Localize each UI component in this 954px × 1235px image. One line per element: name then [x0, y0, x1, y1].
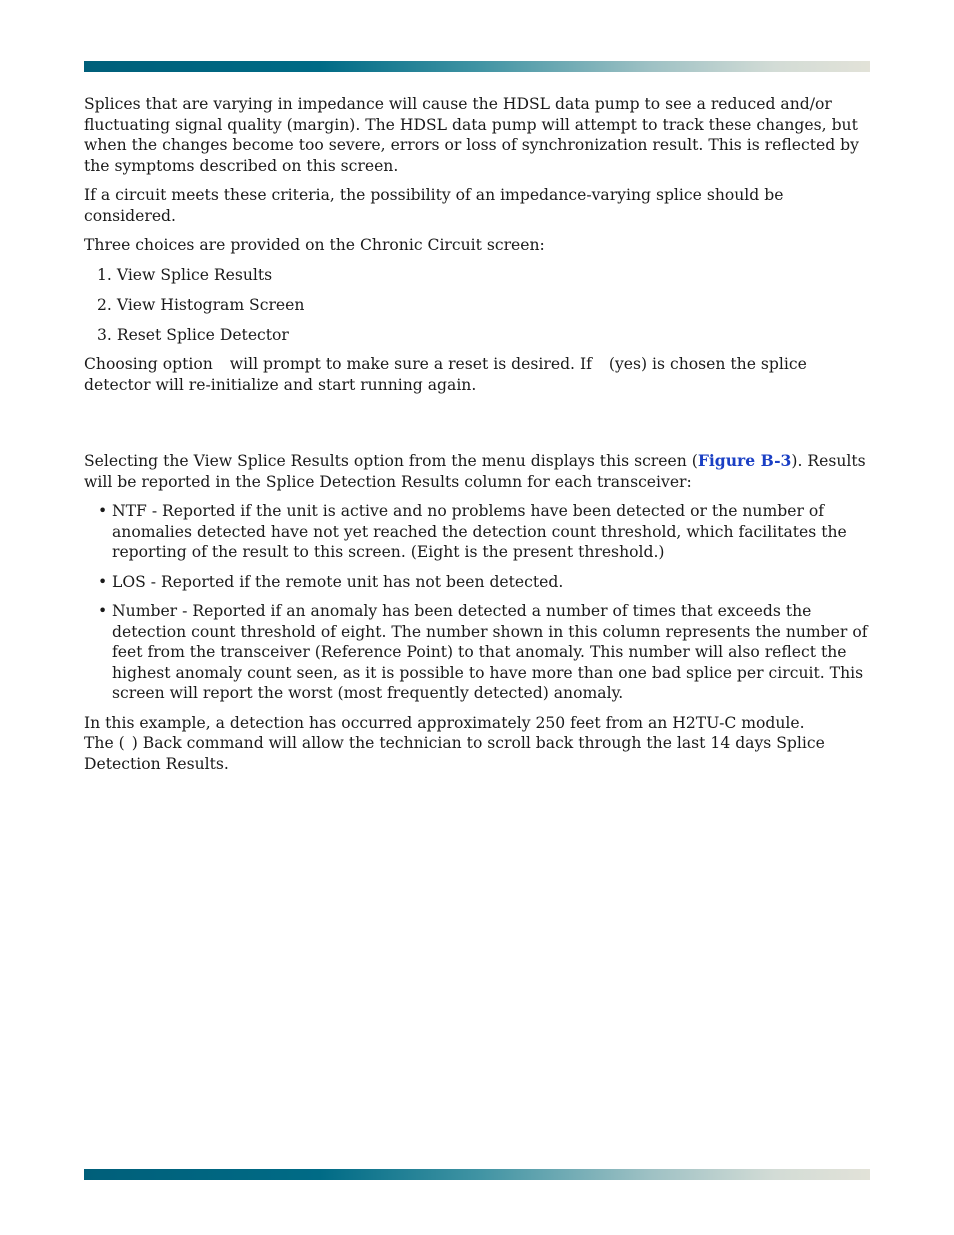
paragraph-example [84, 713, 870, 775]
bullet-item-number [84, 601, 870, 704]
paragraph-splice-impedance: Splices that are varying in impedance will cause the HDSL data pump to see a reduced and/or fluctuating signal quality (margin). The HDSL data pump will attempt to track these changes, but when the changes become too severe, errors or loss of synchronization result. This is reflected by the symptoms described on this screen. [84, 95, 859, 175]
choices-list [84, 265, 870, 346]
bullet-item-ntf [84, 501, 870, 563]
paragraph-choices-intro: Three choices are provided on the Chronic Circuit screen: [84, 236, 545, 254]
example-line2-part1: The ( [84, 734, 125, 752]
choice-item: 1. View Splice Results [97, 265, 273, 284]
bullet-item-los [84, 572, 870, 593]
bullet-text: Number - Reported if an anomaly has been detected a number of times that exceeds the detection count threshold of eight. The number shown in this column represents the number of feet from the transceiver (Reference Point) to that anomaly. This number will also reflect the highest anomaly count seen, as it is possible to have more than one bad splice per circuit. This screen will report the worst (most frequently detected) anomaly. [112, 602, 868, 702]
results-bullet-list [84, 501, 870, 704]
reset-note-part2: will prompt to make sure a reset is desired. If [229, 355, 592, 373]
bullet-icon: • [98, 572, 108, 591]
paragraph-reset-note [84, 354, 870, 395]
header-rule [84, 61, 870, 72]
page-content [84, 94, 870, 783]
paragraph-view-results [84, 451, 870, 492]
bullet-text: LOS - Reported if the remote unit has not been detected. [112, 572, 564, 591]
results-lead-part2: ). Results will be reported in the Splice Detection Results column for each transceiver: [84, 452, 866, 491]
section-gap [84, 404, 870, 451]
reset-note-part3: (yes) is chosen the splice detector will re-initialize and start running again. [84, 355, 807, 394]
bullet-text: NTF - Reported if the unit is active and no problems have been detected or the number of anomalies detected have not yet reached the detection count threshold, which facilitates the reporting of the result to this screen. (Eight is the present threshold.) [112, 502, 847, 561]
choice-item: 2. View Histogram Screen [97, 295, 305, 314]
example-line1: In this example, a detection has occurred approximately 250 feet from an H2TU-C module. [84, 713, 805, 732]
choice-item: 3. Reset Splice Detector [97, 325, 289, 344]
paragraph-criteria: If a circuit meets these criteria, the possibility of an impedance-varying splice should be considered. [84, 186, 784, 225]
bullet-icon: • [98, 602, 108, 620]
figure-reference-link[interactable]: Figure B-3 [697, 451, 792, 470]
footer-rule [84, 1169, 870, 1180]
bullet-icon: • [98, 502, 108, 520]
reset-note-part1: Choosing option [84, 355, 213, 373]
results-lead-part1: Selecting the View Splice Results option from the menu displays this screen ( [84, 452, 698, 470]
example-line2-part2: ) Back command will allow the technician to scroll back through the last 14 days Splice Detection Results. [84, 734, 825, 773]
